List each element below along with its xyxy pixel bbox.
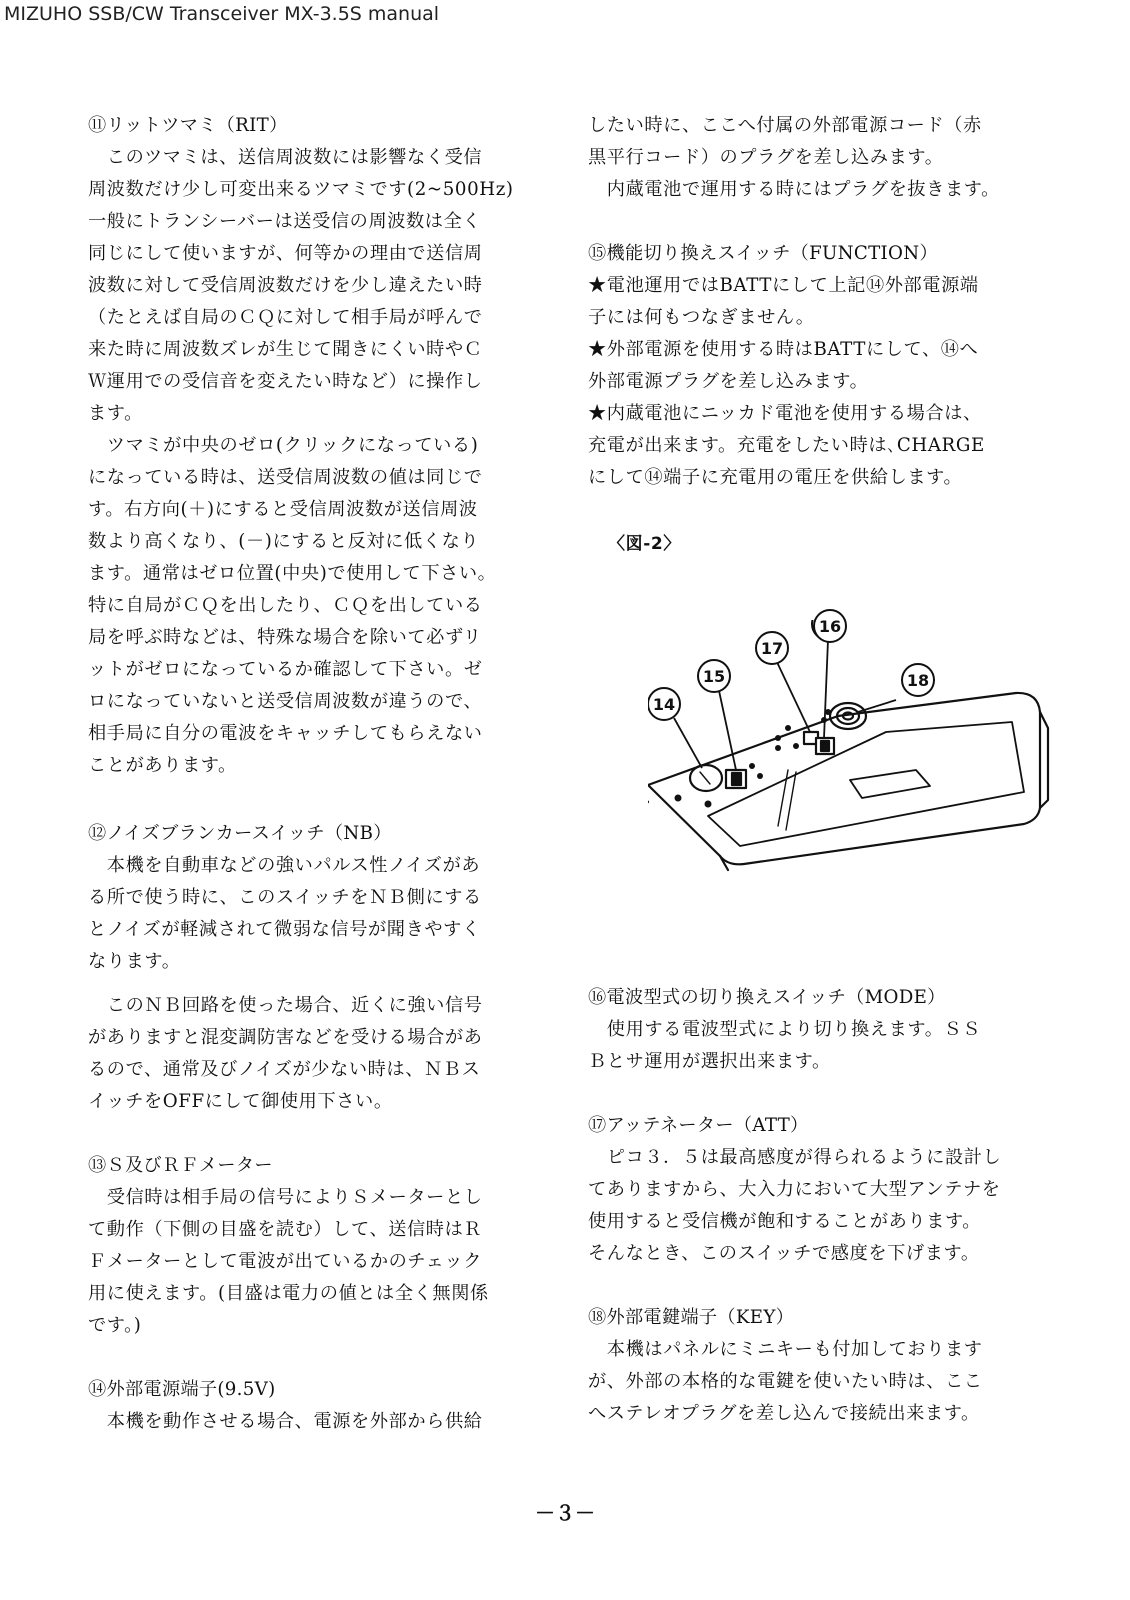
text-line: 使用する電波型式により切り換えます。ＳＳ — [588, 1019, 982, 1040]
text-line: る所で使う時に、このスイッチをＮＢ側にする — [88, 887, 482, 908]
callout-16-badge — [812, 608, 848, 644]
text-line: なります。 — [88, 951, 181, 972]
callout-18 — [902, 664, 934, 696]
section-heading-key: ⑱外部電鍵端子（KEY） — [588, 1307, 795, 1328]
section-heading-external-power: ⑭外部電源端子(9.5V) — [88, 1379, 276, 1400]
text-line: 本機を動作させる場合、電源を外部から供給 — [88, 1411, 483, 1432]
text-line: 用に使えます。(目盛は電力の値とは全く無関係 — [88, 1283, 489, 1304]
svg-text:18: 18 — [906, 671, 930, 690]
text-line: 同じにして使いますが、何等かの理由で送信周 — [88, 243, 483, 264]
text-line: るので、通常及びノイズが少ない時は、ＮＢス — [88, 1059, 481, 1080]
text-line: このツマミは、送信周波数には影響なく受信 — [88, 147, 483, 168]
text-line: 外部電源プラグを差し込みます。 — [588, 371, 869, 392]
figure-label: 〈図-2〉 — [608, 534, 681, 554]
svg-text:17: 17 — [760, 639, 784, 658]
text-line: です。) — [88, 1315, 142, 1336]
text-line: このＮＢ回路を使った場合、近くに強い信号 — [88, 995, 483, 1016]
text-line: ットがゼロになっているか確認して下さい。ゼ — [88, 659, 483, 680]
text-line: Ｂとサ運用が選択出来ます。 — [588, 1051, 831, 1072]
callout-14 — [648, 688, 680, 720]
section-heading-s-rf-meter: ⑬Ｓ及びＲＦメーター — [88, 1155, 273, 1176]
text-line: 周波数だけ少し可変出来るツマミです(2~500Hz) — [88, 179, 514, 200]
text-line: ます。通常はゼロ位置(中央)で使用して下さい。 — [88, 563, 497, 584]
text-line: ★外部電源を使用する時はBATTにして、⑭へ — [588, 339, 979, 360]
text-line: ことがあります。 — [88, 755, 237, 776]
text-line: にして⑭端子に充電用の電圧を供給します。 — [588, 467, 963, 488]
text-line: イッチをOFFにして御使用下さい。 — [88, 1091, 393, 1112]
text-line: す。右方向(＋)にすると受信周波数が送信周波 — [88, 499, 478, 520]
section-heading-rit: ⑪リットツマミ（RIT） — [88, 115, 288, 136]
page-number: －３－ — [535, 1501, 595, 1525]
svg-text:15: 15 — [702, 667, 726, 686]
text-line: 黒平行コード）のプラグを差し込みます。 — [588, 147, 944, 168]
text-line: Ｗ運用での受信音を変えたい時など）に操作し — [88, 371, 483, 392]
text-line: 来た時に周波数ズレが生じて聞きにくい時やＣ — [88, 339, 483, 360]
text-line: ツマミが中央のゼロ(クリックになっている) — [88, 435, 479, 456]
text-line: ★内蔵電池にニッカド電池を使用する場合は、 — [588, 403, 982, 424]
text-line: 内蔵電池で運用する時にはプラグを抜きます。 — [588, 179, 1000, 200]
transceiver-top-panel-illustration — [648, 620, 1068, 910]
text-line: とノイズが軽減されて微弱な信号が聞きやすく — [88, 919, 481, 940]
text-line: 数より高くなり、(－)にすると反対に低くなり — [88, 531, 480, 552]
text-line: ピコ３．５は最高感度が得られるように設計し — [588, 1147, 1002, 1168]
text-line: ロになっていないと送受信周波数が違うので、 — [88, 691, 483, 712]
text-line: 充電が出来ます。充電をしたい時は､CHARGE — [588, 435, 985, 456]
text-line: ます。 — [88, 403, 143, 424]
text-line: 波数に対して受信周波数だけを少し違えたい時 — [88, 275, 483, 296]
text-line: 相手局に自分の電波をキャッチしてもらえない — [88, 723, 483, 744]
text-line: Ｆメーターとして電波が出ているかのチェック — [88, 1251, 482, 1272]
svg-text:14: 14 — [652, 695, 676, 714]
text-line: 本機はパネルにミニキーも付加しております — [588, 1339, 983, 1360]
text-line: したい時に、ここへ付属の外部電源コード（赤 — [588, 115, 982, 136]
text-line: になっている時は、送受信周波数の値は同じで — [88, 467, 483, 488]
text-line: 本機を自動車などの強いパルス性ノイズがあ — [88, 855, 481, 876]
text-line: 子には何もつなぎません。 — [588, 307, 815, 328]
text-line: 使用すると受信機が飽和することがあります。 — [588, 1211, 982, 1232]
section-heading-att: ⑰アッテネーター（ATT） — [588, 1115, 809, 1136]
text-line: 一般にトランシーバーは送受信の周波数は全く — [88, 211, 482, 232]
section-heading-function: ⑮機能切り換えスイッチ（FUNCTION） — [588, 243, 938, 264]
text-line: ★電池運用ではBATTにして上記⑭外部電源端 — [588, 275, 979, 296]
callout-17 — [756, 632, 788, 664]
text-line: 局を呼ぶ時などは、特殊な場合を除いて必ずリ — [88, 627, 482, 648]
section-heading-nb: ⑫ノイズブランカースイッチ（NB） — [88, 823, 392, 844]
document-header: MIZUHO SSB/CW Transceiver MX-3.5S manual — [4, 3, 440, 25]
text-line: へステレオプラグを差し込んで接続出来ます。 — [588, 1403, 980, 1424]
text-line: 特に自局がＣＱを出したり、ＣＱを出している — [88, 595, 483, 616]
text-line: （たとえば自局のＣＱに対して相手局が呼んで — [88, 307, 483, 328]
text-line: てありますから、大入力において大型アンテナを — [588, 1179, 1001, 1200]
text-line: がありますと混変調防害などを受ける場合があ — [88, 1027, 483, 1048]
section-heading-mode: ⑯電波型式の切り換えスイッチ（MODE） — [588, 987, 946, 1008]
svg-text:16: 16 — [818, 617, 842, 636]
text-line: 受信時は相手局の信号によりＳメーターとし — [88, 1187, 483, 1208]
text-line: が、外部の本格的な電鍵を使いたい時は、ここ — [588, 1371, 983, 1392]
callout-15 — [698, 660, 730, 692]
text-line: て動作（下側の目盛を読む）して、送信時はＲ — [88, 1219, 483, 1240]
text-line: そんなとき、このスイッチで感度を下げます。 — [588, 1243, 980, 1264]
